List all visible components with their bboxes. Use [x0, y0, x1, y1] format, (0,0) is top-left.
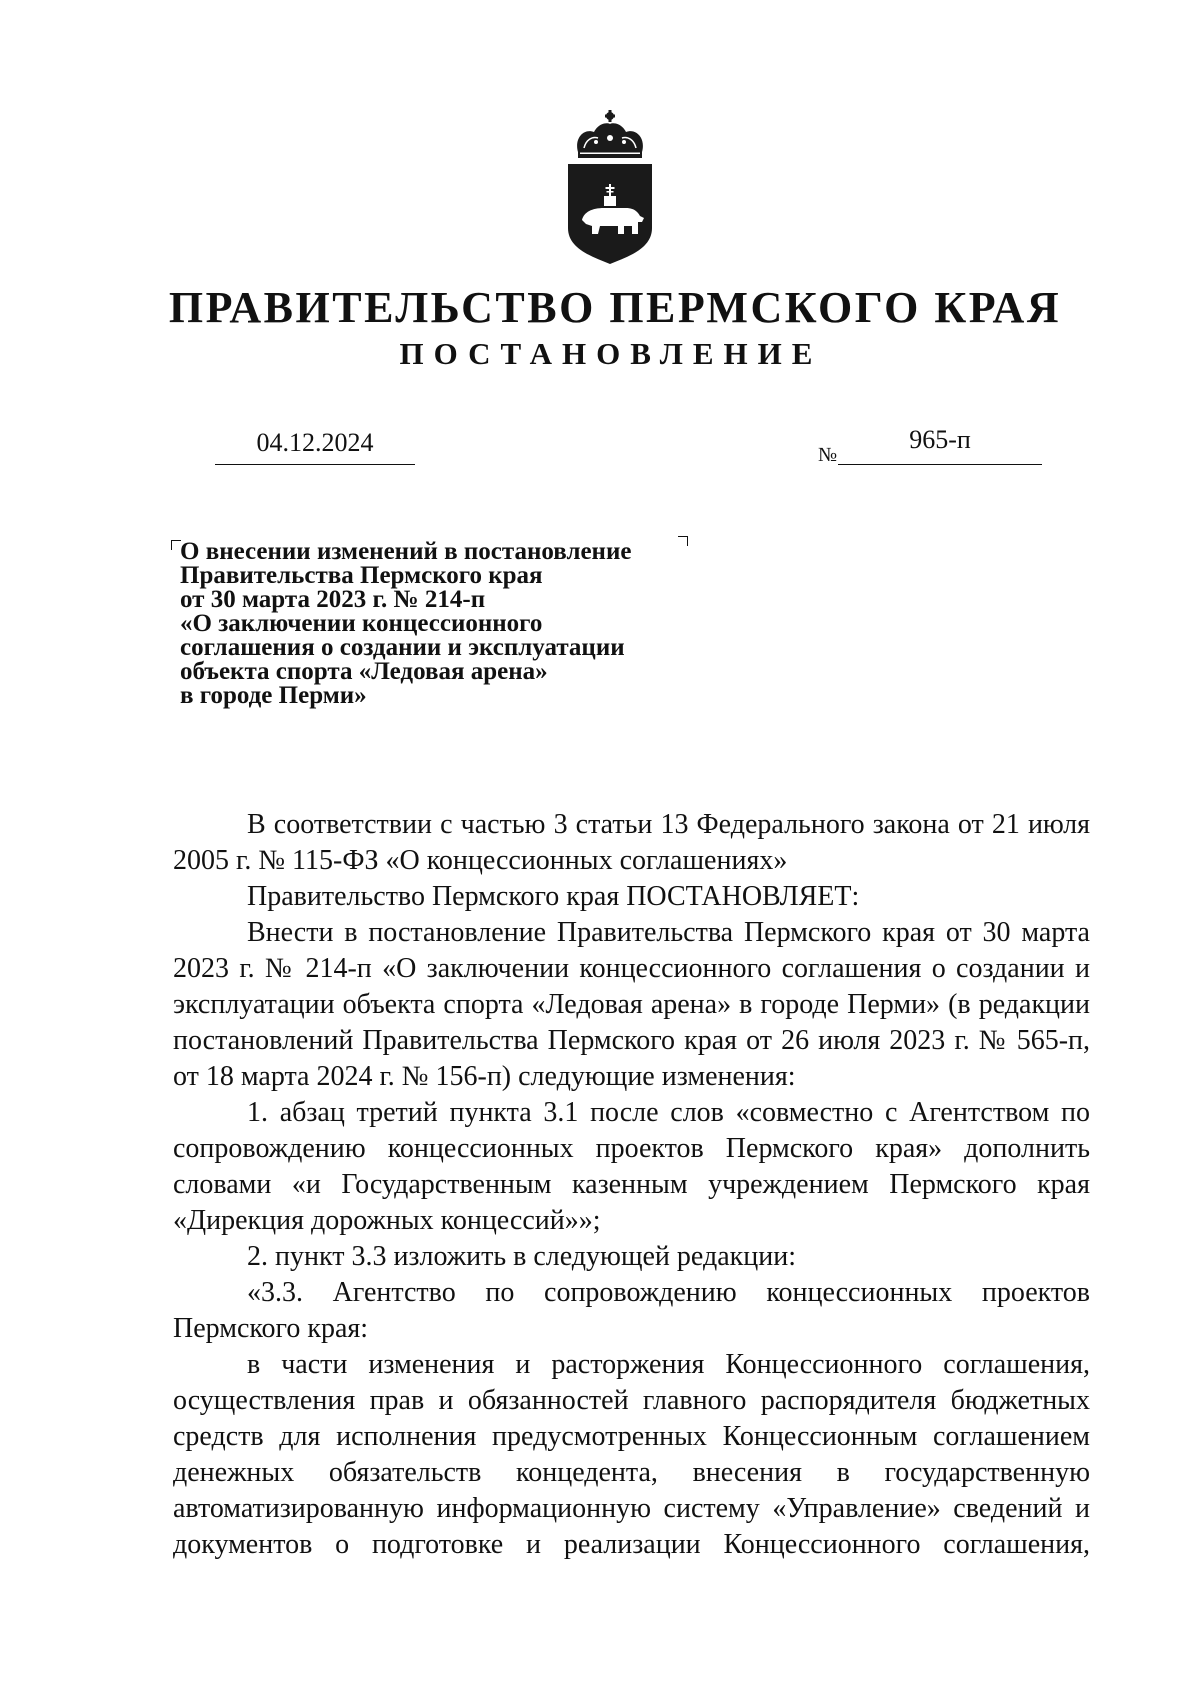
- government-name: ПРАВИТЕЛЬСТВО ПЕРМСКОГО КРАЯ: [168, 283, 1062, 332]
- subject-line: от 30 марта 2023 г. № 214-п: [180, 586, 486, 613]
- document-date: 04.12.2024: [215, 428, 415, 465]
- perm-krai-coat-of-arms-icon: [560, 108, 660, 268]
- body-paragraph: Правительство Пермского края ПОСТАНОВЛЯЕТ:: [247, 881, 860, 912]
- body-paragraph: 2. пункт 3.3 изложить в следующей редакции:: [247, 1241, 796, 1272]
- body-paragraph: Внести в постановление Правительства Пермского края от 30 марта 2023 г. № 214-п «О заключении концессионного соглашения о создании и эксплуатации объекта спорта «Ледовая арена» в городе Перми» (в редакции постановлений Правительства Пермского края от 26 июля 2023 г. № 565-п, от 18 марта 2024 г. № 156-п) следующие изменения:: [173, 917, 1090, 1092]
- body-paragraph: в части изменения и расторжения Концессионного соглашения, осуществления прав и обязанностей главного распорядителя бюджетных средств для исполнения предусмотренных Концессионным соглашением денежных обязательств концедента, внесения в государственную автоматизированную информационную систему «Управление» сведений и документов о подготовке и реализации Концессионного соглашения,: [173, 1349, 1090, 1560]
- subject-line: «О заключении концессионного: [180, 610, 543, 637]
- subject-line: О внесении изменений в постановление: [180, 538, 632, 565]
- document-body: [173, 807, 1090, 1563]
- body-paragraph: 1. абзац третий пункта 3.1 после слов «совместно с Агентством по сопровождению концессионных проектов Пермского края» дополнить словами «и Государственным казенным учреждением Пермского края «Дирекция дорожных концессий»»;: [173, 1097, 1090, 1236]
- subject-line: в городе Перми»: [180, 682, 367, 709]
- document-type: ПОСТАНОВЛЕНИЕ: [399, 336, 823, 371]
- subject-line: соглашения о создании и эксплуатации: [180, 634, 625, 661]
- subject-line: объекта спорта «Ледовая арена»: [180, 658, 548, 685]
- number-label: №: [818, 444, 838, 466]
- document-subject: [180, 540, 720, 708]
- body-paragraph: В соответствии с частью 3 статьи 13 Федерального закона от 21 июля 2005 г. № 115-ФЗ «О концессионных соглашениях»: [173, 809, 1090, 876]
- document-number: 965-п: [838, 424, 1042, 465]
- crown-icon: [577, 110, 643, 158]
- subject-line: Правительства Пермского края: [180, 562, 543, 589]
- body-paragraph: «3.3. Агентство по сопровождению концессионных проектов Пермского края:: [173, 1277, 1090, 1344]
